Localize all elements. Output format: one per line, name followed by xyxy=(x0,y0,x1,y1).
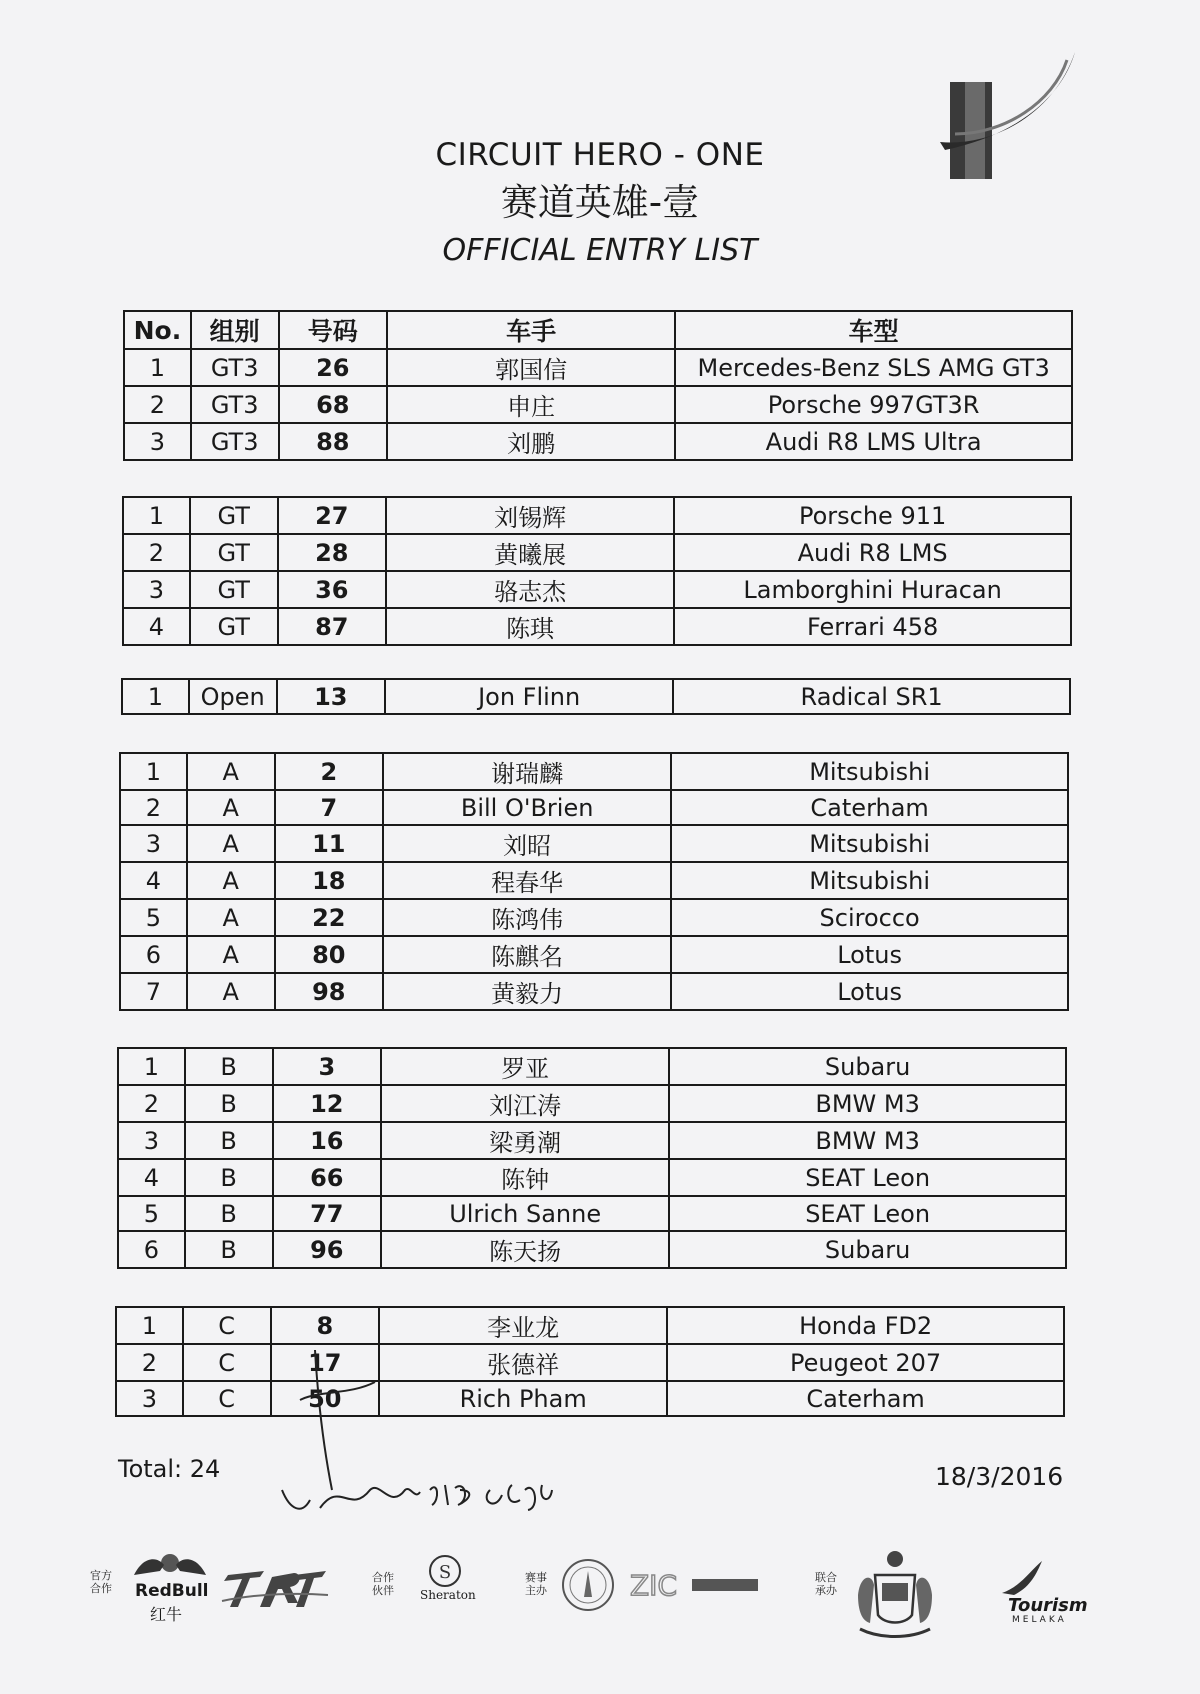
zic-logo-icon xyxy=(630,1567,760,1601)
driver-name-cell: 刘锡辉 xyxy=(386,497,674,534)
total-count: Total: 24 xyxy=(118,1455,221,1483)
driver-name-cell: 陈鸿伟 xyxy=(383,899,671,936)
entry-no-cell: 6 xyxy=(118,1231,185,1268)
driver-name-cell: 张德祥 xyxy=(379,1344,667,1381)
title-cn: 赛道英雄-壹 xyxy=(500,181,700,224)
table-row xyxy=(124,386,1072,423)
driver-name-cell: 黄曦展 xyxy=(386,534,674,571)
car-model-cell: Porsche 911 xyxy=(674,497,1071,534)
class-group-cell: GT3 xyxy=(191,423,279,460)
driver-name-cell: Bill O'Brien xyxy=(383,790,671,825)
cooperation-partner-label: 合作伙伴 xyxy=(372,1571,394,1597)
entry-no-cell: 1 xyxy=(120,753,187,790)
car-model-cell: Honda FD2 xyxy=(667,1307,1064,1344)
car-model-cell: Ferrari 458 xyxy=(674,608,1071,645)
entry-no-cell: 2 xyxy=(123,534,190,571)
entry-no-cell: 4 xyxy=(123,608,190,645)
organizer-label: 赛事主办 xyxy=(525,1571,547,1597)
table-row xyxy=(120,825,1068,862)
car-model-cell: Audi R8 LMS Ultra xyxy=(675,423,1072,460)
entry-table-b xyxy=(117,1047,1067,1269)
car-number-cell: 88 xyxy=(279,423,388,460)
class-group-cell: B xyxy=(185,1196,273,1231)
driver-name-cell: 郭国信 xyxy=(387,349,675,386)
driver-name-cell: 梁勇潮 xyxy=(381,1122,669,1159)
entry-no-cell: 1 xyxy=(124,349,191,386)
driver-name-cell: 罗亚 xyxy=(381,1048,669,1085)
car-model-cell: Subaru xyxy=(669,1231,1066,1268)
car-model-cell: Scirocco xyxy=(671,899,1068,936)
class-group-cell: A xyxy=(187,825,275,862)
table-row xyxy=(116,1307,1064,1344)
redbull-logo-cn: 红牛 xyxy=(150,1605,183,1624)
table-row xyxy=(123,534,1071,571)
entry-no-cell: 7 xyxy=(120,973,187,1010)
car-number-cell: 3 xyxy=(273,1048,382,1085)
entry-no-cell: 4 xyxy=(118,1159,185,1196)
column-header-driver: 车手 xyxy=(387,311,675,349)
table-row xyxy=(118,1122,1066,1159)
class-group-cell: GT xyxy=(190,608,278,645)
document-date: 18/3/2016 xyxy=(935,1462,1064,1491)
sponsor-strip xyxy=(90,1545,1110,1655)
class-group-cell: B xyxy=(185,1048,273,1085)
car-number-cell: 12 xyxy=(273,1085,382,1122)
class-group-cell: B xyxy=(185,1159,273,1196)
car-number-cell: 7 xyxy=(275,790,384,825)
table-row xyxy=(118,1159,1066,1196)
car-number-cell: 18 xyxy=(275,862,384,899)
entry-no-cell: 2 xyxy=(116,1344,183,1381)
entry-no-cell: 1 xyxy=(118,1048,185,1085)
car-model-cell: BMW M3 xyxy=(669,1122,1066,1159)
driver-name-cell: 陈麒名 xyxy=(383,936,671,973)
table-row xyxy=(118,1231,1066,1268)
driver-name-cell: 谢瑞麟 xyxy=(383,753,671,790)
entry-table-open xyxy=(121,678,1071,715)
tourism-bird-icon xyxy=(1000,1557,1060,1597)
svg-text:ZIC: ZIC xyxy=(630,1569,677,1601)
car-model-cell: Mitsubishi xyxy=(671,753,1068,790)
entry-no-cell: 1 xyxy=(116,1307,183,1344)
car-model-cell: BMW M3 xyxy=(669,1085,1066,1122)
car-number-cell: 13 xyxy=(277,679,386,714)
column-header-no: No. xyxy=(124,311,191,349)
entry-no-cell: 3 xyxy=(123,571,190,608)
car-model-cell: Peugeot 207 xyxy=(667,1344,1064,1381)
class-group-cell: GT3 xyxy=(191,349,279,386)
table-row xyxy=(118,1196,1066,1231)
car-model-cell: Caterham xyxy=(667,1381,1064,1416)
car-number-cell: 96 xyxy=(273,1231,382,1268)
title-block xyxy=(380,135,820,271)
official-partner-label: 官方合作 xyxy=(90,1569,112,1595)
driver-name-cell: Jon Flinn xyxy=(385,679,673,714)
table-row xyxy=(120,862,1068,899)
car-number-cell: 22 xyxy=(275,899,384,936)
class-group-cell: GT xyxy=(190,571,278,608)
class-group-cell: C xyxy=(183,1344,271,1381)
car-number-cell: 77 xyxy=(273,1196,382,1231)
class-group-cell: C xyxy=(183,1381,271,1416)
car-model-cell: SEAT Leon xyxy=(669,1159,1066,1196)
sheraton-logo-text: Sheraton xyxy=(420,1588,476,1602)
entry-no-cell: 2 xyxy=(118,1085,185,1122)
car-model-cell: Audi R8 LMS xyxy=(674,534,1071,571)
driver-name-cell: Ulrich Sanne xyxy=(381,1196,669,1231)
entry-no-cell: 5 xyxy=(118,1196,185,1231)
driver-name-cell: 李业龙 xyxy=(379,1307,667,1344)
car-number-cell: 66 xyxy=(273,1159,382,1196)
class-group-cell: GT xyxy=(190,497,278,534)
car-model-cell: Mitsubishi xyxy=(671,862,1068,899)
car-number-cell: 8 xyxy=(271,1307,380,1344)
melaka-coat-of-arms-icon xyxy=(850,1545,940,1645)
car-number-cell: 68 xyxy=(279,386,388,423)
table-row xyxy=(120,899,1068,936)
car-number-cell: 16 xyxy=(273,1122,382,1159)
entry-no-cell: 1 xyxy=(123,497,190,534)
table-row xyxy=(118,1048,1066,1085)
car-number-cell: 87 xyxy=(278,608,387,645)
table-row xyxy=(124,423,1072,460)
driver-name-cell: 陈琪 xyxy=(386,608,674,645)
co-organizer-label: 联合承办 xyxy=(815,1571,837,1597)
entry-no-cell: 3 xyxy=(116,1381,183,1416)
entry-no-cell: 2 xyxy=(120,790,187,825)
handwritten-signature-icon xyxy=(280,1340,600,1550)
car-number-cell: 2 xyxy=(275,753,384,790)
column-header-group: 组别 xyxy=(191,311,279,349)
entry-table-gt xyxy=(122,496,1072,646)
entry-table-gt3 xyxy=(123,310,1073,461)
entry-no-cell: 6 xyxy=(120,936,187,973)
class-group-cell: Open xyxy=(189,679,277,714)
document-subtitle: OFFICIAL ENTRY LIST xyxy=(442,233,758,268)
car-number-cell: 17 xyxy=(271,1344,380,1381)
car-model-cell: SEAT Leon xyxy=(669,1196,1066,1231)
car-number-cell: 36 xyxy=(278,571,387,608)
car-number-cell: 26 xyxy=(279,349,388,386)
entry-no-cell: 2 xyxy=(124,386,191,423)
column-header-car: 车型 xyxy=(675,311,1072,349)
melaka-logo-text: MELAKA xyxy=(1012,1615,1067,1625)
redbull-bulls-icon xyxy=(130,1547,210,1583)
table-row xyxy=(120,753,1068,790)
car-model-cell: Caterham xyxy=(671,790,1068,825)
table-row xyxy=(118,1085,1066,1122)
title-en: CIRCUIT HERO - ONE xyxy=(435,137,765,173)
driver-name-cell: 骆志杰 xyxy=(386,571,674,608)
car-model-cell: Mitsubishi xyxy=(671,825,1068,862)
driver-name-cell: 刘江涛 xyxy=(381,1085,669,1122)
column-header-number: 号码 xyxy=(279,311,388,349)
class-group-cell: GT3 xyxy=(191,386,279,423)
car-number-cell: 27 xyxy=(278,497,387,534)
class-group-cell: B xyxy=(185,1231,273,1268)
car-model-cell: Mercedes-Benz SLS AMG GT3 xyxy=(675,349,1072,386)
organizer-seal-icon xyxy=(560,1557,616,1613)
driver-name-cell: Rich Pham xyxy=(379,1381,667,1416)
class-group-cell: A xyxy=(187,790,275,825)
entry-no-cell: 3 xyxy=(120,825,187,862)
svg-text:S: S xyxy=(438,1562,452,1583)
class-group-cell: A xyxy=(187,899,275,936)
entry-no-cell: 1 xyxy=(122,679,189,714)
entry-no-cell: 3 xyxy=(124,423,191,460)
entry-no-cell: 4 xyxy=(120,862,187,899)
driver-name-cell: 程春华 xyxy=(383,862,671,899)
entry-table-a xyxy=(119,752,1069,1011)
class-group-cell: C xyxy=(183,1307,271,1344)
table-row xyxy=(123,497,1071,534)
redbull-logo-text: RedBull xyxy=(135,1581,209,1601)
driver-name-cell: 陈天扬 xyxy=(381,1231,669,1268)
circuit-logo-icon xyxy=(935,42,1085,182)
class-group-cell: A xyxy=(187,862,275,899)
table-header-row xyxy=(124,311,1072,349)
table-row xyxy=(120,973,1068,1010)
car-number-cell: 11 xyxy=(275,825,384,862)
entry-no-cell: 5 xyxy=(120,899,187,936)
class-group-cell: B xyxy=(185,1085,273,1122)
car-number-cell: 50 xyxy=(271,1381,380,1416)
tourism-logo-text: Tourism xyxy=(1008,1595,1088,1616)
sheraton-emblem-icon xyxy=(425,1551,465,1591)
car-model-cell: Lotus xyxy=(671,973,1068,1010)
car-model-cell: Lotus xyxy=(671,936,1068,973)
driver-name-cell: 刘鹏 xyxy=(387,423,675,460)
entry-no-cell: 3 xyxy=(118,1122,185,1159)
car-number-cell: 80 xyxy=(275,936,384,973)
car-model-cell: Lamborghini Huracan xyxy=(674,571,1071,608)
table-row xyxy=(122,679,1070,714)
trt-logo-icon xyxy=(220,1563,330,1613)
car-model-cell: Radical SR1 xyxy=(673,679,1070,714)
class-group-cell: B xyxy=(185,1122,273,1159)
car-number-cell: 28 xyxy=(278,534,387,571)
table-row xyxy=(124,349,1072,386)
car-model-cell: Porsche 997GT3R xyxy=(675,386,1072,423)
driver-name-cell: 黄毅力 xyxy=(383,973,671,1010)
driver-name-cell: 刘昭 xyxy=(383,825,671,862)
table-row xyxy=(120,790,1068,825)
driver-name-cell: 陈钟 xyxy=(381,1159,669,1196)
car-model-cell: Subaru xyxy=(669,1048,1066,1085)
table-row xyxy=(120,936,1068,973)
class-group-cell: A xyxy=(187,973,275,1010)
car-number-cell: 98 xyxy=(275,973,384,1010)
table-row xyxy=(123,571,1071,608)
class-group-cell: GT xyxy=(190,534,278,571)
class-group-cell: A xyxy=(187,936,275,973)
table-row xyxy=(123,608,1071,645)
driver-name-cell: 申庄 xyxy=(387,386,675,423)
class-group-cell: A xyxy=(187,753,275,790)
